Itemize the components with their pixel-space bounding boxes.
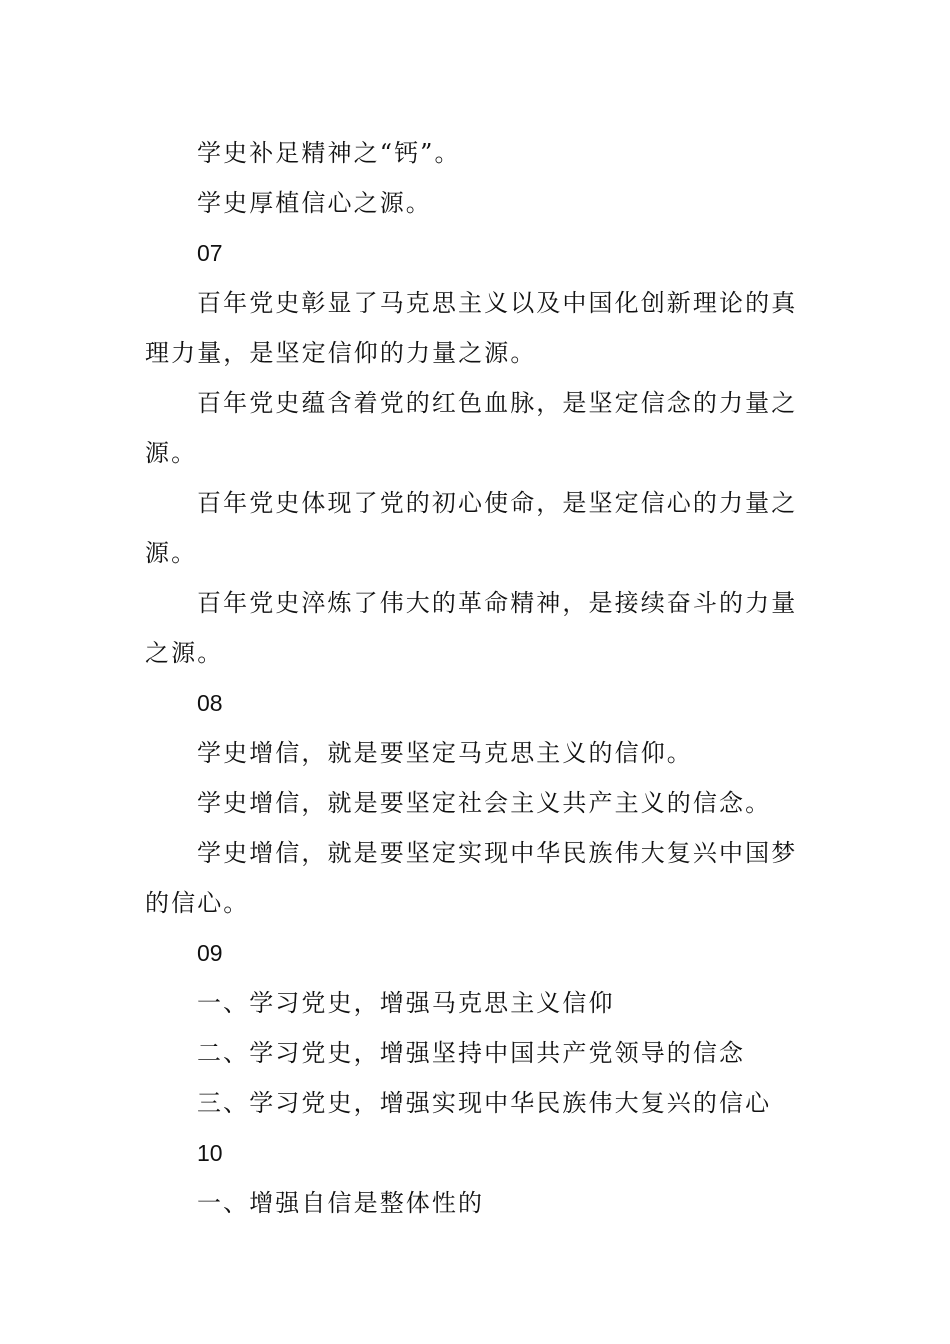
paragraph: 学史补足精神之“钙”。 <box>197 139 461 167</box>
list-item: 二、学习党史，增强坚持中国共产党领导的信念 <box>197 1039 746 1067</box>
section-number: 07 <box>197 240 223 266</box>
list-item: 一、学习党史，增强马克思主义信仰 <box>197 989 615 1017</box>
paragraph: 百年党史体现了党的初心使命，是坚定信心的力量之源。 <box>145 489 798 567</box>
document-body <box>145 128 810 1228</box>
paragraph: 百年党史蕴含着党的红色血脉，是坚定信念的力量之源。 <box>145 389 798 467</box>
paragraph: 学史增信，就是要坚定社会主义共产主义的信念。 <box>197 789 772 817</box>
list-item: 一、增强自信是整体性的 <box>197 1189 485 1217</box>
paragraph: 百年党史彰显了马克思主义以及中国化创新理论的真理力量，是坚定信仰的力量之源。 <box>145 289 798 367</box>
paragraph: 学史增信，就是要坚定实现中华民族伟大复兴中国梦的信心。 <box>145 839 798 917</box>
paragraph: 学史厚植信心之源。 <box>197 189 432 217</box>
paragraph: 百年党史淬炼了伟大的革命精神，是接续奋斗的力量之源。 <box>145 589 798 667</box>
section-number: 09 <box>197 940 223 966</box>
list-item: 三、学习党史，增强实现中华民族伟大复兴的信心 <box>197 1089 772 1117</box>
section-number: 08 <box>197 690 223 716</box>
section-number: 10 <box>197 1140 223 1166</box>
paragraph: 学史增信，就是要坚定马克思主义的信仰。 <box>197 739 693 767</box>
